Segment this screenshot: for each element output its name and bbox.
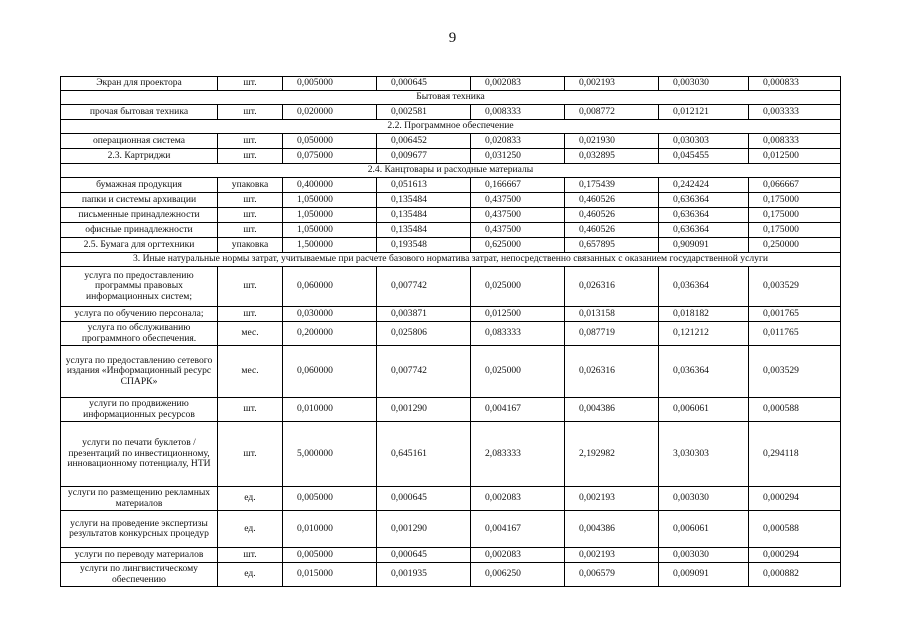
norm-value-cell: 0,000294 — [749, 487, 841, 511]
norm-value-cell: 0,025000 — [471, 346, 565, 398]
norm-value-cell: 0,002193 — [565, 487, 659, 511]
section-title: 2.4. Канцтовары и расходные материалы — [61, 164, 841, 178]
item-name: услуга по предоставлению программы правовых информационных систем; — [61, 267, 218, 307]
norm-value-cell: 0,000645 — [377, 487, 471, 511]
norm-value-cell: 0,001290 — [377, 511, 471, 548]
norm-value-cell: 0,036364 — [659, 267, 749, 307]
norm-value-cell: 0,026316 — [565, 267, 659, 307]
norm-value-cell: 0,006452 — [377, 134, 471, 149]
table-row — [61, 223, 841, 238]
norm-value-cell: 0,003529 — [749, 267, 841, 307]
norm-value-cell: 0,060000 — [283, 267, 377, 307]
table-row — [61, 178, 841, 193]
item-unit: шт. — [218, 208, 283, 223]
norm-value-cell: 0,025806 — [377, 322, 471, 346]
norm-value-cell: 0,026316 — [565, 346, 659, 398]
norm-value-cell: 0,020000 — [283, 105, 377, 120]
norm-value-cell: 0,004167 — [471, 398, 565, 422]
norm-value-cell: 0,087719 — [565, 322, 659, 346]
norm-value-cell: 0,013158 — [565, 307, 659, 322]
table-row — [61, 77, 841, 91]
norm-value-cell: 0,000833 — [749, 77, 841, 91]
norm-value-cell: 0,636364 — [659, 208, 749, 223]
norm-value-cell: 0,036364 — [659, 346, 749, 398]
norm-value-cell: 0,636364 — [659, 193, 749, 208]
norm-value-cell: 0,460526 — [565, 193, 659, 208]
norm-value-cell: 0,437500 — [471, 193, 565, 208]
table-row — [61, 398, 841, 422]
norm-value-cell: 0,625000 — [471, 238, 565, 253]
norm-value-cell: 0,004386 — [565, 511, 659, 548]
norm-value-cell: 0,006579 — [565, 563, 659, 587]
norm-value-cell: 0,000588 — [749, 398, 841, 422]
item-name: офисные принадлежности — [61, 223, 218, 238]
norm-value-cell: 0,175000 — [749, 208, 841, 223]
norm-value-cell: 0,135484 — [377, 193, 471, 208]
norm-value-cell: 0,045455 — [659, 149, 749, 164]
item-name: 2.5. Бумага для оргтехники — [61, 238, 218, 253]
section-header-row — [61, 164, 841, 178]
norm-value-cell: 0,005000 — [283, 77, 377, 91]
item-unit: шт. — [218, 267, 283, 307]
norm-value-cell: 0,018182 — [659, 307, 749, 322]
norm-value-cell: 0,121212 — [659, 322, 749, 346]
norm-value-cell: 0,460526 — [565, 208, 659, 223]
norm-value-cell: 0,001765 — [749, 307, 841, 322]
item-unit: ед. — [218, 487, 283, 511]
table-row — [61, 238, 841, 253]
norm-value-cell: 0,250000 — [749, 238, 841, 253]
norm-value-cell: 2,192982 — [565, 422, 659, 487]
norm-value-cell: 0,051613 — [377, 178, 471, 193]
norm-value-cell: 0,002083 — [471, 487, 565, 511]
norm-value-cell: 0,645161 — [377, 422, 471, 487]
table-row — [61, 134, 841, 149]
norm-value-cell: 0,083333 — [471, 322, 565, 346]
norm-value-cell: 0,909091 — [659, 238, 749, 253]
item-unit: шт. — [218, 307, 283, 322]
norm-value-cell: 0,066667 — [749, 178, 841, 193]
norm-value-cell: 0,002581 — [377, 105, 471, 120]
table-row — [61, 208, 841, 223]
item-unit: шт. — [218, 422, 283, 487]
item-unit: упаковка — [218, 238, 283, 253]
item-name: услуги по продвижению информационных ресурсов — [61, 398, 218, 422]
table-row — [61, 193, 841, 208]
norm-value-cell: 0,003030 — [659, 77, 749, 91]
item-name: прочая бытовая техника — [61, 105, 218, 120]
norm-value-cell: 0,175439 — [565, 178, 659, 193]
norm-value-cell: 0,200000 — [283, 322, 377, 346]
norm-value-cell: 0,050000 — [283, 134, 377, 149]
norm-value-cell: 0,001935 — [377, 563, 471, 587]
norm-value-cell: 0,003333 — [749, 105, 841, 120]
norm-value-cell: 0,010000 — [283, 511, 377, 548]
table-row — [61, 307, 841, 322]
norm-value-cell: 0,006250 — [471, 563, 565, 587]
norm-value-cell: 0,021930 — [565, 134, 659, 149]
item-name: операционная система — [61, 134, 218, 149]
table-row — [61, 511, 841, 548]
norm-value-cell: 0,012121 — [659, 105, 749, 120]
table-row — [61, 548, 841, 563]
item-name: бумажная продукция — [61, 178, 218, 193]
norm-value-cell: 0,001290 — [377, 398, 471, 422]
table-row — [61, 563, 841, 587]
item-unit: упаковка — [218, 178, 283, 193]
table-row — [61, 346, 841, 398]
norm-value-cell: 0,135484 — [377, 208, 471, 223]
norm-value-cell: 0,006061 — [659, 398, 749, 422]
item-unit: шт. — [218, 223, 283, 238]
norm-value-cell: 0,003030 — [659, 487, 749, 511]
norm-value-cell: 0,004386 — [565, 398, 659, 422]
norm-value-cell: 0,657895 — [565, 238, 659, 253]
section-header-row — [61, 120, 841, 134]
norm-value-cell: 0,002193 — [565, 77, 659, 91]
norm-value-cell: 0,004167 — [471, 511, 565, 548]
norm-value-cell: 0,175000 — [749, 193, 841, 208]
norm-value-cell: 0,010000 — [283, 398, 377, 422]
norms-table — [60, 76, 841, 587]
norm-value-cell: 5,000000 — [283, 422, 377, 487]
item-unit: ед. — [218, 563, 283, 587]
section-title: 3. Иные натуральные нормы затрат, учитываемые при расчете базового норматива затрат, непосредственно связанных с оказанием государственной услуги — [61, 253, 841, 267]
norm-value-cell: 0,015000 — [283, 563, 377, 587]
norm-value-cell: 0,031250 — [471, 149, 565, 164]
item-name: 2.3. Картриджи — [61, 149, 218, 164]
norm-value-cell: 0,030303 — [659, 134, 749, 149]
section-title: Бытовая техника — [61, 91, 841, 105]
table-row — [61, 422, 841, 487]
norm-value-cell: 0,242424 — [659, 178, 749, 193]
section-title: 2.2. Программное обеспечение — [61, 120, 841, 134]
norm-value-cell: 0,007742 — [377, 346, 471, 398]
norm-value-cell: 0,437500 — [471, 208, 565, 223]
item-unit: мес. — [218, 322, 283, 346]
item-name: папки и системы архивации — [61, 193, 218, 208]
norm-value-cell: 0,135484 — [377, 223, 471, 238]
norm-value-cell: 0,002083 — [471, 77, 565, 91]
norm-value-cell: 1,500000 — [283, 238, 377, 253]
norm-value-cell: 0,008333 — [471, 105, 565, 120]
norm-value-cell: 0,009677 — [377, 149, 471, 164]
item-name: услуги по переводу материалов — [61, 548, 218, 563]
table-row — [61, 487, 841, 511]
norm-value-cell: 0,460526 — [565, 223, 659, 238]
norm-value-cell: 0,294118 — [749, 422, 841, 487]
norm-value-cell: 0,008772 — [565, 105, 659, 120]
item-unit: шт. — [218, 134, 283, 149]
norm-value-cell: 0,003030 — [659, 548, 749, 563]
norm-value-cell: 0,012500 — [471, 307, 565, 322]
item-unit: ед. — [218, 511, 283, 548]
norm-value-cell: 0,000588 — [749, 511, 841, 548]
norm-value-cell: 0,166667 — [471, 178, 565, 193]
table-row — [61, 322, 841, 346]
norm-value-cell: 0,011765 — [749, 322, 841, 346]
norm-value-cell: 1,050000 — [283, 193, 377, 208]
item-unit: шт. — [218, 149, 283, 164]
section-header-row — [61, 91, 841, 105]
table-row — [61, 149, 841, 164]
norm-value-cell: 1,050000 — [283, 208, 377, 223]
norm-value-cell: 0,002083 — [471, 548, 565, 563]
norm-value-cell: 0,007742 — [377, 267, 471, 307]
norm-value-cell: 0,003871 — [377, 307, 471, 322]
item-unit: шт. — [218, 105, 283, 120]
item-unit: шт. — [218, 548, 283, 563]
item-name: услуга по обучению персонала; — [61, 307, 218, 322]
norm-value-cell: 0,032895 — [565, 149, 659, 164]
norm-value-cell: 0,400000 — [283, 178, 377, 193]
norm-value-cell: 0,000294 — [749, 548, 841, 563]
item-name: услуга по предоставлению сетевого издания «Информационный ресурс СПАРК» — [61, 346, 218, 398]
norm-value-cell: 0,005000 — [283, 548, 377, 563]
norm-value-cell: 0,020833 — [471, 134, 565, 149]
norm-value-cell: 0,012500 — [749, 149, 841, 164]
item-name: услуга по обслуживанию программного обеспечения. — [61, 322, 218, 346]
item-unit: мес. — [218, 346, 283, 398]
item-name: Экран для проектора — [61, 77, 218, 91]
norm-value-cell: 0,636364 — [659, 223, 749, 238]
norm-value-cell: 0,193548 — [377, 238, 471, 253]
item-name: услуги по размещению рекламных материалов — [61, 487, 218, 511]
norm-value-cell: 0,009091 — [659, 563, 749, 587]
norm-value-cell: 2,083333 — [471, 422, 565, 487]
norm-value-cell: 0,002193 — [565, 548, 659, 563]
norm-value-cell: 0,000645 — [377, 548, 471, 563]
norm-value-cell: 1,050000 — [283, 223, 377, 238]
norm-value-cell: 0,003529 — [749, 346, 841, 398]
norm-value-cell: 0,030000 — [283, 307, 377, 322]
norm-value-cell: 0,025000 — [471, 267, 565, 307]
norm-value-cell: 0,000645 — [377, 77, 471, 91]
item-name: письменные принадлежности — [61, 208, 218, 223]
norm-value-cell: 3,030303 — [659, 422, 749, 487]
section-header-row — [61, 253, 841, 267]
item-unit: шт. — [218, 193, 283, 208]
norm-value-cell: 0,000882 — [749, 563, 841, 587]
norm-value-cell: 0,006061 — [659, 511, 749, 548]
item-name: услуги по лингвистическому обеспечению — [61, 563, 218, 587]
norm-value-cell: 0,175000 — [749, 223, 841, 238]
item-unit: шт. — [218, 77, 283, 91]
norm-value-cell: 0,075000 — [283, 149, 377, 164]
norm-value-cell: 0,008333 — [749, 134, 841, 149]
page-number: 9 — [448, 30, 457, 46]
item-name: услуги на проведение экспертизы результатов конкурсных процедур — [61, 511, 218, 548]
item-unit: шт. — [218, 398, 283, 422]
norm-value-cell: 0,005000 — [283, 487, 377, 511]
table-row — [61, 267, 841, 307]
norm-value-cell: 0,437500 — [471, 223, 565, 238]
table-row — [61, 105, 841, 120]
item-name: услуги по печати буклетов / презентаций по инвестиционному, инновационному потенциалу, НТИ — [61, 422, 218, 487]
norm-value-cell: 0,060000 — [283, 346, 377, 398]
